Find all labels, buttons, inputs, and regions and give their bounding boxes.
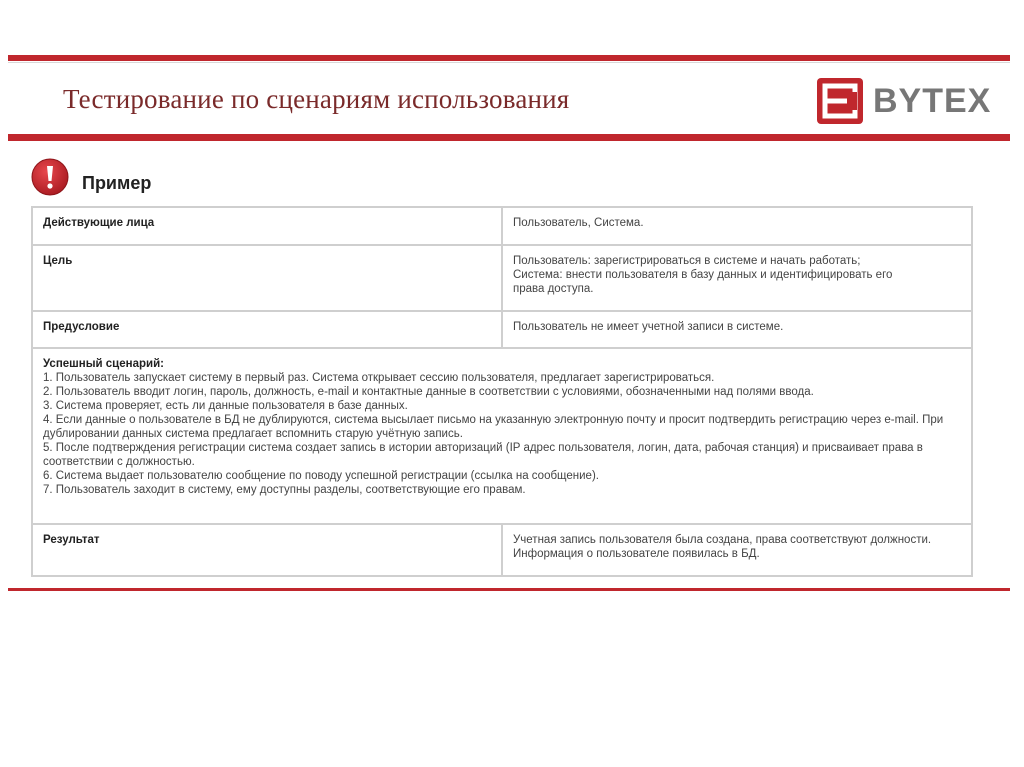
- scenario-title: Успешный сценарий:: [43, 358, 164, 370]
- scenario-step: 1. Пользователь запускает систему в первый раз. Система открывает сессию пользователя, предлагает зарегистрироваться.: [43, 372, 715, 384]
- scenario-step: 3. Система проверяет, есть ли данные пользователя в базе данных.: [43, 400, 408, 412]
- scenario-step: 6. Система выдает пользователю сообщение по поводу успешной регистрации (ссылка на сообщение).: [43, 470, 599, 482]
- top-divider: [8, 62, 1010, 63]
- section-title: Пример: [82, 173, 152, 193]
- table-row: [32, 245, 972, 311]
- bytex-logo-icon: [817, 78, 863, 124]
- goal-line: права доступа.: [513, 283, 594, 295]
- goal-value: [502, 245, 972, 311]
- scenario-step: 5. После подтверждения регистрации система создает запись в истории авторизаций (IP адрес пользователя, логин, дата, рабочая станция) и присваивает права в соответствии с должностью.: [43, 442, 923, 468]
- precondition-label: Предусловие: [32, 311, 502, 348]
- bottom-accent-bar: [8, 588, 1010, 591]
- exclamation-alert-icon: [30, 157, 70, 197]
- actors-label: Действующие лица: [32, 207, 502, 245]
- logo-text: BYTEX: [873, 82, 992, 120]
- scenario-cell: [32, 348, 972, 524]
- table-row: [32, 348, 972, 524]
- precondition-value: Пользователь не имеет учетной записи в системе.: [502, 311, 972, 348]
- scenario-step: 2. Пользователь вводит логин, пароль, должность, e-mail и контактные данные в соответствии с условиями, обозначенными над полями ввода.: [43, 386, 814, 398]
- goal-line: Система: внести пользователя в базу данных и идентифицировать его: [513, 269, 893, 281]
- goal-line: Пользователь: зарегистрироваться в системе и начать работать;: [513, 255, 861, 267]
- scenario-step: 4. Если данные о пользователе в БД не дублируются, система высылает письмо на указанную электронную почту и просит подтвердить регистрацию через e-mail. При дублировании данных система предлагает вспомнить старую учётную запись.: [43, 414, 944, 440]
- actors-value: Пользователь, Система.: [502, 207, 972, 245]
- scenario-step: 7. Пользователь заходит в систему, ему доступны разделы, соответствующие его правам.: [43, 484, 526, 496]
- table-row: [32, 524, 972, 576]
- use-case-table: [31, 206, 973, 577]
- top-accent-bar: [8, 55, 1010, 61]
- goal-label: Цель: [32, 245, 502, 311]
- result-value: Учетная запись пользователя была создана, права соответствуют должности. Информация о пользователе появилась в БД.: [502, 524, 972, 576]
- table-row: [32, 311, 972, 348]
- bytex-logo: [817, 78, 997, 124]
- slide-title: Тестирование по сценариям использования: [63, 84, 570, 114]
- table-row: [32, 207, 972, 245]
- result-label: Результат: [32, 524, 502, 576]
- header-accent-bar: [8, 134, 1010, 141]
